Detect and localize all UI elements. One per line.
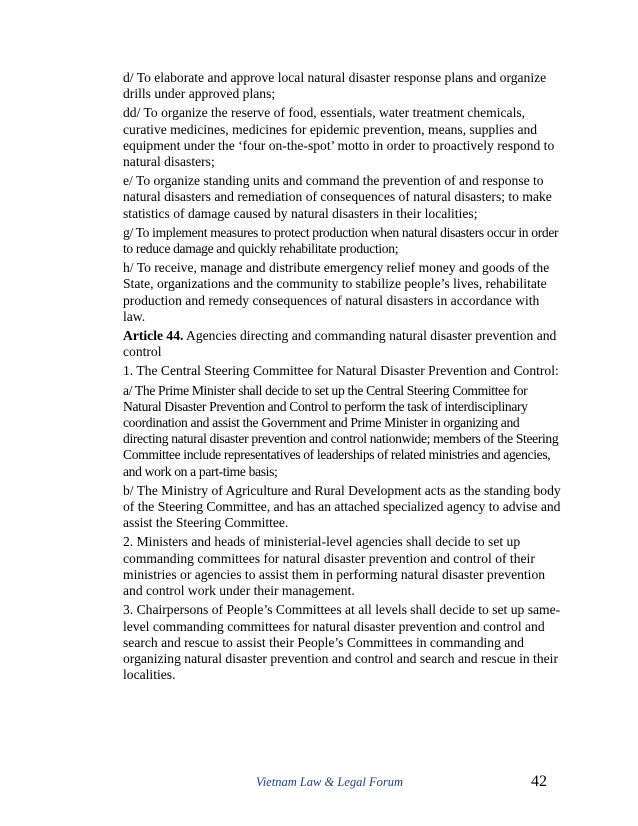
paragraph-h: h/ To receive, manage and distribute emergency relief money and goods of the State, organizations and the community to stabilize people’s lives, rehabilitate production and remedy consequences of natural disasters in accordance with law. [123, 260, 550, 324]
article-heading [123, 328, 561, 360]
paragraph-g: g/ To implement measures to protect production when natural disasters occur in order to reduce damage and quickly rehabilitate production; [123, 224, 559, 257]
paragraph-dd: dd/ To organize the reserve of food, essentials, water treatment chemicals, curative medicines, medicines for epidemic prevention, means, supplies and equipment under the ‘four on-the-spot’ motto in order to proactively respond to natural disasters; [123, 105, 555, 170]
article-item-1a: a/ The Prime Minister shall decide to set up the Central Steering Committee for Natural Disaster Prevention and Control to perform the task of interdisciplinary coordination and assist the Government and Prime Minister in organizing and directing natural disaster prevention and control nationwide; members of the Steering Committee include representatives of leaderships of related ministries and agencies, and work on a part-time basis; [123, 382, 559, 479]
page-footer [0, 773, 638, 793]
paragraph-d: d/ To elaborate and approve local natural disaster response plans and organize drills under approved plans; [123, 70, 547, 102]
article-item-2: 2. Ministers and heads of ministerial-level agencies shall decide to set up commanding committees for natural disaster prevention and control of their ministries or agencies to assist them in performing natural disaster prevention and control work under their management. [123, 534, 546, 599]
article-item-1b: b/ The Ministry of Agriculture and Rural Development acts as the standing body of the Steering Committee, and has an attached specialized agency to advise and assist the Steering Committee. [123, 482, 561, 531]
article-label: Article 44. [123, 328, 184, 344]
page-number: 42 [531, 773, 547, 790]
article-item-1: 1. The Central Steering Committee for Natural Disaster Prevention and Control: [123, 363, 559, 379]
article-item-3: 3. Chairpersons of People’s Committees at all levels shall decide to set up same-level commanding committees for natural disaster prevention and control and search and rescue to assist their People’s Committees in commanding and organizing natural disaster prevention and control and search and rescue in their localities. [123, 602, 561, 683]
article-title: Agencies directing and commanding natural disaster prevention and control [123, 328, 557, 360]
document-body [123, 70, 561, 686]
footer-title: Vietnam Law & Legal Forum [256, 775, 403, 789]
paragraph-e: e/ To organize standing units and command the prevention of and response to natural disasters and remediation of consequences of natural disasters; to make statistics of damage caused by natural disasters in their localities; [123, 173, 552, 221]
